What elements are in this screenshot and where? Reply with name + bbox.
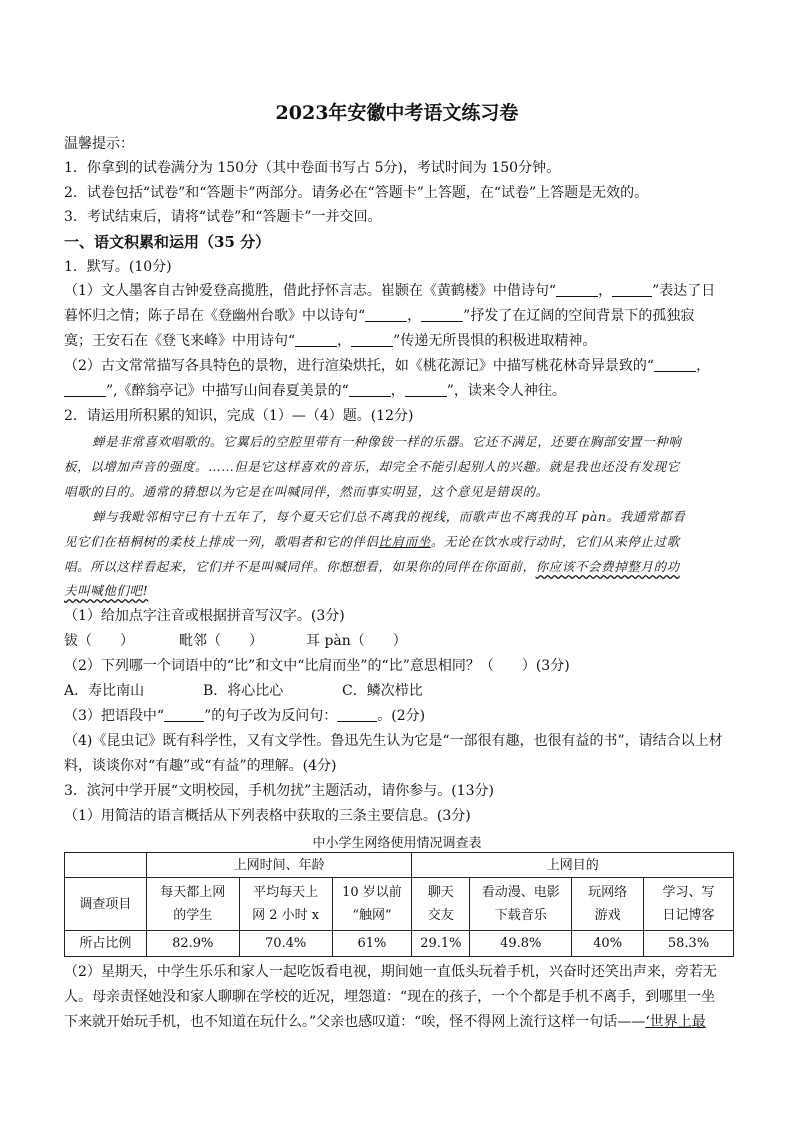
pinyin-item[interactable]: 钹（ ） <box>64 633 134 649</box>
exam-title: 2023年安徽中考语文练习卷 <box>275 102 519 124</box>
passage-line: 板，以增加声音的强度。……但是它这样喜欢的音乐，却完全不能引起别人的兴趣。就是我也还没有发现它 <box>64 459 680 474</box>
answer-blank[interactable] <box>295 332 337 347</box>
table-column-header: 玩网络 游戏 <box>572 878 644 931</box>
q3-sub2-line2: 人。母亲责怪她没和家人聊聊在学校的近况，埋怨道：“现在的孩子，一个个都是手机不离手，到哪里一坐 <box>64 989 716 1005</box>
passage-line: 唱歌的目的。通常的猜想以为它是在叫喊同伴，然而事实明显，这个意见是错误的。 <box>64 484 549 499</box>
q3-heading: 3．滨河中学开展“文明校园，手机勿扰”主题活动，请你参与。(13分) <box>64 783 494 799</box>
passage-line <box>64 582 734 600</box>
answer-blank[interactable] <box>349 382 391 397</box>
table-row-header: 所占比例 <box>65 931 147 957</box>
table-cell: 70.4% <box>239 931 332 957</box>
answer-blank[interactable] <box>365 307 407 322</box>
table-cell: 61% <box>332 931 412 957</box>
choice-option-b[interactable]: B．将心比心 <box>203 683 284 699</box>
table-cell: 29.1% <box>412 931 470 957</box>
q1-heading: 1．默写。(10分) <box>64 259 172 275</box>
passage-line: 唱。所以这样看起来，它们并不是叫喊同伴。你想想看，如果你的同伴在你面前，你应该不会费掉整月的功 <box>64 559 680 574</box>
choice-option-a[interactable]: A．寿比南山 <box>64 683 145 699</box>
wavy-underlined-sentence: 夫叫喊他们吧! <box>64 583 149 598</box>
table-column-header: 平均每天上 网 2 小时 x <box>239 878 332 931</box>
answer-blank[interactable] <box>421 307 463 322</box>
q2-sub3: （3）把语段中“ ”的句子改为反问句： 。(2分) <box>64 708 426 724</box>
underlined-phrase: 比肩而坐 <box>378 534 431 549</box>
tip-item-2: 2．试卷包括“试卷”和“答题卡”两部分。请务必在“答题卡”上答题，在“试卷”上答题是无效的。 <box>64 185 649 201</box>
table-header-row <box>65 878 734 931</box>
table-group-row <box>65 853 734 878</box>
q1-part2-line1: （2）古文常常描写各具特色的景物，进行渲染烘托，如《桃花源记》中描写桃花林奇异景致的“ ， <box>64 358 711 374</box>
answer-blank[interactable] <box>351 332 393 347</box>
table-cell: 82.9% <box>146 931 239 957</box>
q1-part1-line3: 寞；王安石在《登飞来峰》中用诗句“ ， ”传递无所畏惧的积极进取精神。 <box>64 333 597 349</box>
tip-item-3: 3．考试结束后，请将“试卷”和“答题卡”一并交回。 <box>64 209 382 225</box>
q3-sub2-line1: （2）星期天，中学生乐乐和家人一起吃饭看电视，期间她一直低头玩着手机，兴奋时还笑出声来，旁若无 <box>64 964 717 980</box>
q1-part2-line2: ”,《醉翁亭记》中描写山间春夏美景的“ ， ”，读来令人神往。 <box>64 382 734 400</box>
answer-blank[interactable] <box>556 282 598 297</box>
choice-option-c[interactable]: C．鳞次栉比 <box>342 683 423 699</box>
table-row-header: 调查项目 <box>65 878 147 931</box>
answer-blank[interactable] <box>405 382 447 397</box>
q3-sub2-line3: 下来就开始玩手机，也不知道在玩什么。”父亲也感叹道：“唉，怪不得网上流行这样一句话——‘世界上最 <box>64 1014 706 1030</box>
table-cell <box>65 853 147 878</box>
answer-blank[interactable] <box>654 357 696 372</box>
underlined-phrase: ‘世界上最 <box>645 1014 706 1030</box>
wavy-underlined-sentence: 你应该不会费掉整月的功 <box>535 559 680 574</box>
pinyin-item[interactable]: 耳 pàn（ ） <box>306 633 407 649</box>
table-cell: 49.8% <box>470 931 572 957</box>
table-cell: 40% <box>572 931 644 957</box>
answer-blank[interactable] <box>64 382 106 397</box>
table-column-header: 10 岁以前 “触网” <box>332 878 412 931</box>
tip-item-1: 1．你拿到的试卷满分为 150分（其中卷面书写占 5分)，考试时间为 150分钟。 <box>64 160 561 176</box>
q2-sub1: （1）给加点字注音或根据拼音写汉字。(3分) <box>64 608 345 624</box>
q2-sub1-items <box>64 632 734 650</box>
q1-part1-line1: （1）文人墨客自古钟爱登高揽胜，借此抒怀言志。崔颢在《黄鹤楼》中借诗句“ ， ”表达了日 <box>64 283 716 299</box>
table-group-header: 上网目的 <box>412 853 734 878</box>
table-cell: 58.3% <box>644 931 734 957</box>
survey-table <box>64 852 734 957</box>
table-caption: 中小学生网络使用情况调查表 <box>312 836 482 851</box>
q2-sub2: （2）下列哪一个词语中的“比”和文中“比肩而坐”的“比”意思相同？（ ）(3分) <box>64 658 570 674</box>
q1-part1-line2: 暮怀归之情；陈子昂在《登幽州台歌》中以诗句“ ， ”抒发了在辽阔的空间背景下的孤独寂 <box>64 308 695 324</box>
answer-blank[interactable] <box>612 282 652 297</box>
table-column-header: 聊天 交友 <box>412 878 470 931</box>
q2-heading: 2．请运用所积累的知识，完成（1）—（4）题。(12分) <box>64 408 414 424</box>
tips-heading: 温馨提示： <box>64 136 134 152</box>
passage-line: 蝉与我毗邻相守已有十五年了，每个夏天它们总不离我的视线，而歌声也不离我的耳 pàn。我通常都看 <box>92 509 686 524</box>
answer-blank[interactable] <box>337 707 377 722</box>
table-row <box>65 931 734 957</box>
passage-line: 见它们在梧桐树的柔枝上排成一列，歌唱者和它的伴侣比肩而坐。无论在饮水或行动时，它们从来停止过歌 <box>64 534 680 549</box>
table-group-header: 上网时间、年龄 <box>146 853 412 878</box>
q2-sub4-line2: 料，谈谈你对“有趣”或“有益”的理解。(4分) <box>64 758 337 774</box>
answer-blank[interactable] <box>164 707 204 722</box>
q2-sub2-options <box>64 682 734 700</box>
passage-line: 蝉是非常喜欢唱歌的。它翼后的空腔里带有一种像钹一样的乐器。它还不满足，还要在胸部安置一种响 <box>92 434 682 449</box>
q2-sub4-line1: （4)《昆虫记》既有科学性，又有文学性。鲁迅先生认为它是“一部很有趣，也很有益的书”，请结合以上材 <box>64 733 723 749</box>
table-column-header: 每天都上网 的学生 <box>146 878 239 931</box>
table-column-header: 看动漫、电影 下载音乐 <box>470 878 572 931</box>
table-column-header: 学习、写 日记博客 <box>644 878 734 931</box>
section-heading: 一、语文积累和运用（35 分） <box>64 233 271 251</box>
pinyin-item[interactable]: 毗邻（ ） <box>179 633 263 649</box>
q3-sub1: （1）用简洁的语言概括从下列表格中获取的三条主要信息。(3分) <box>64 808 471 824</box>
